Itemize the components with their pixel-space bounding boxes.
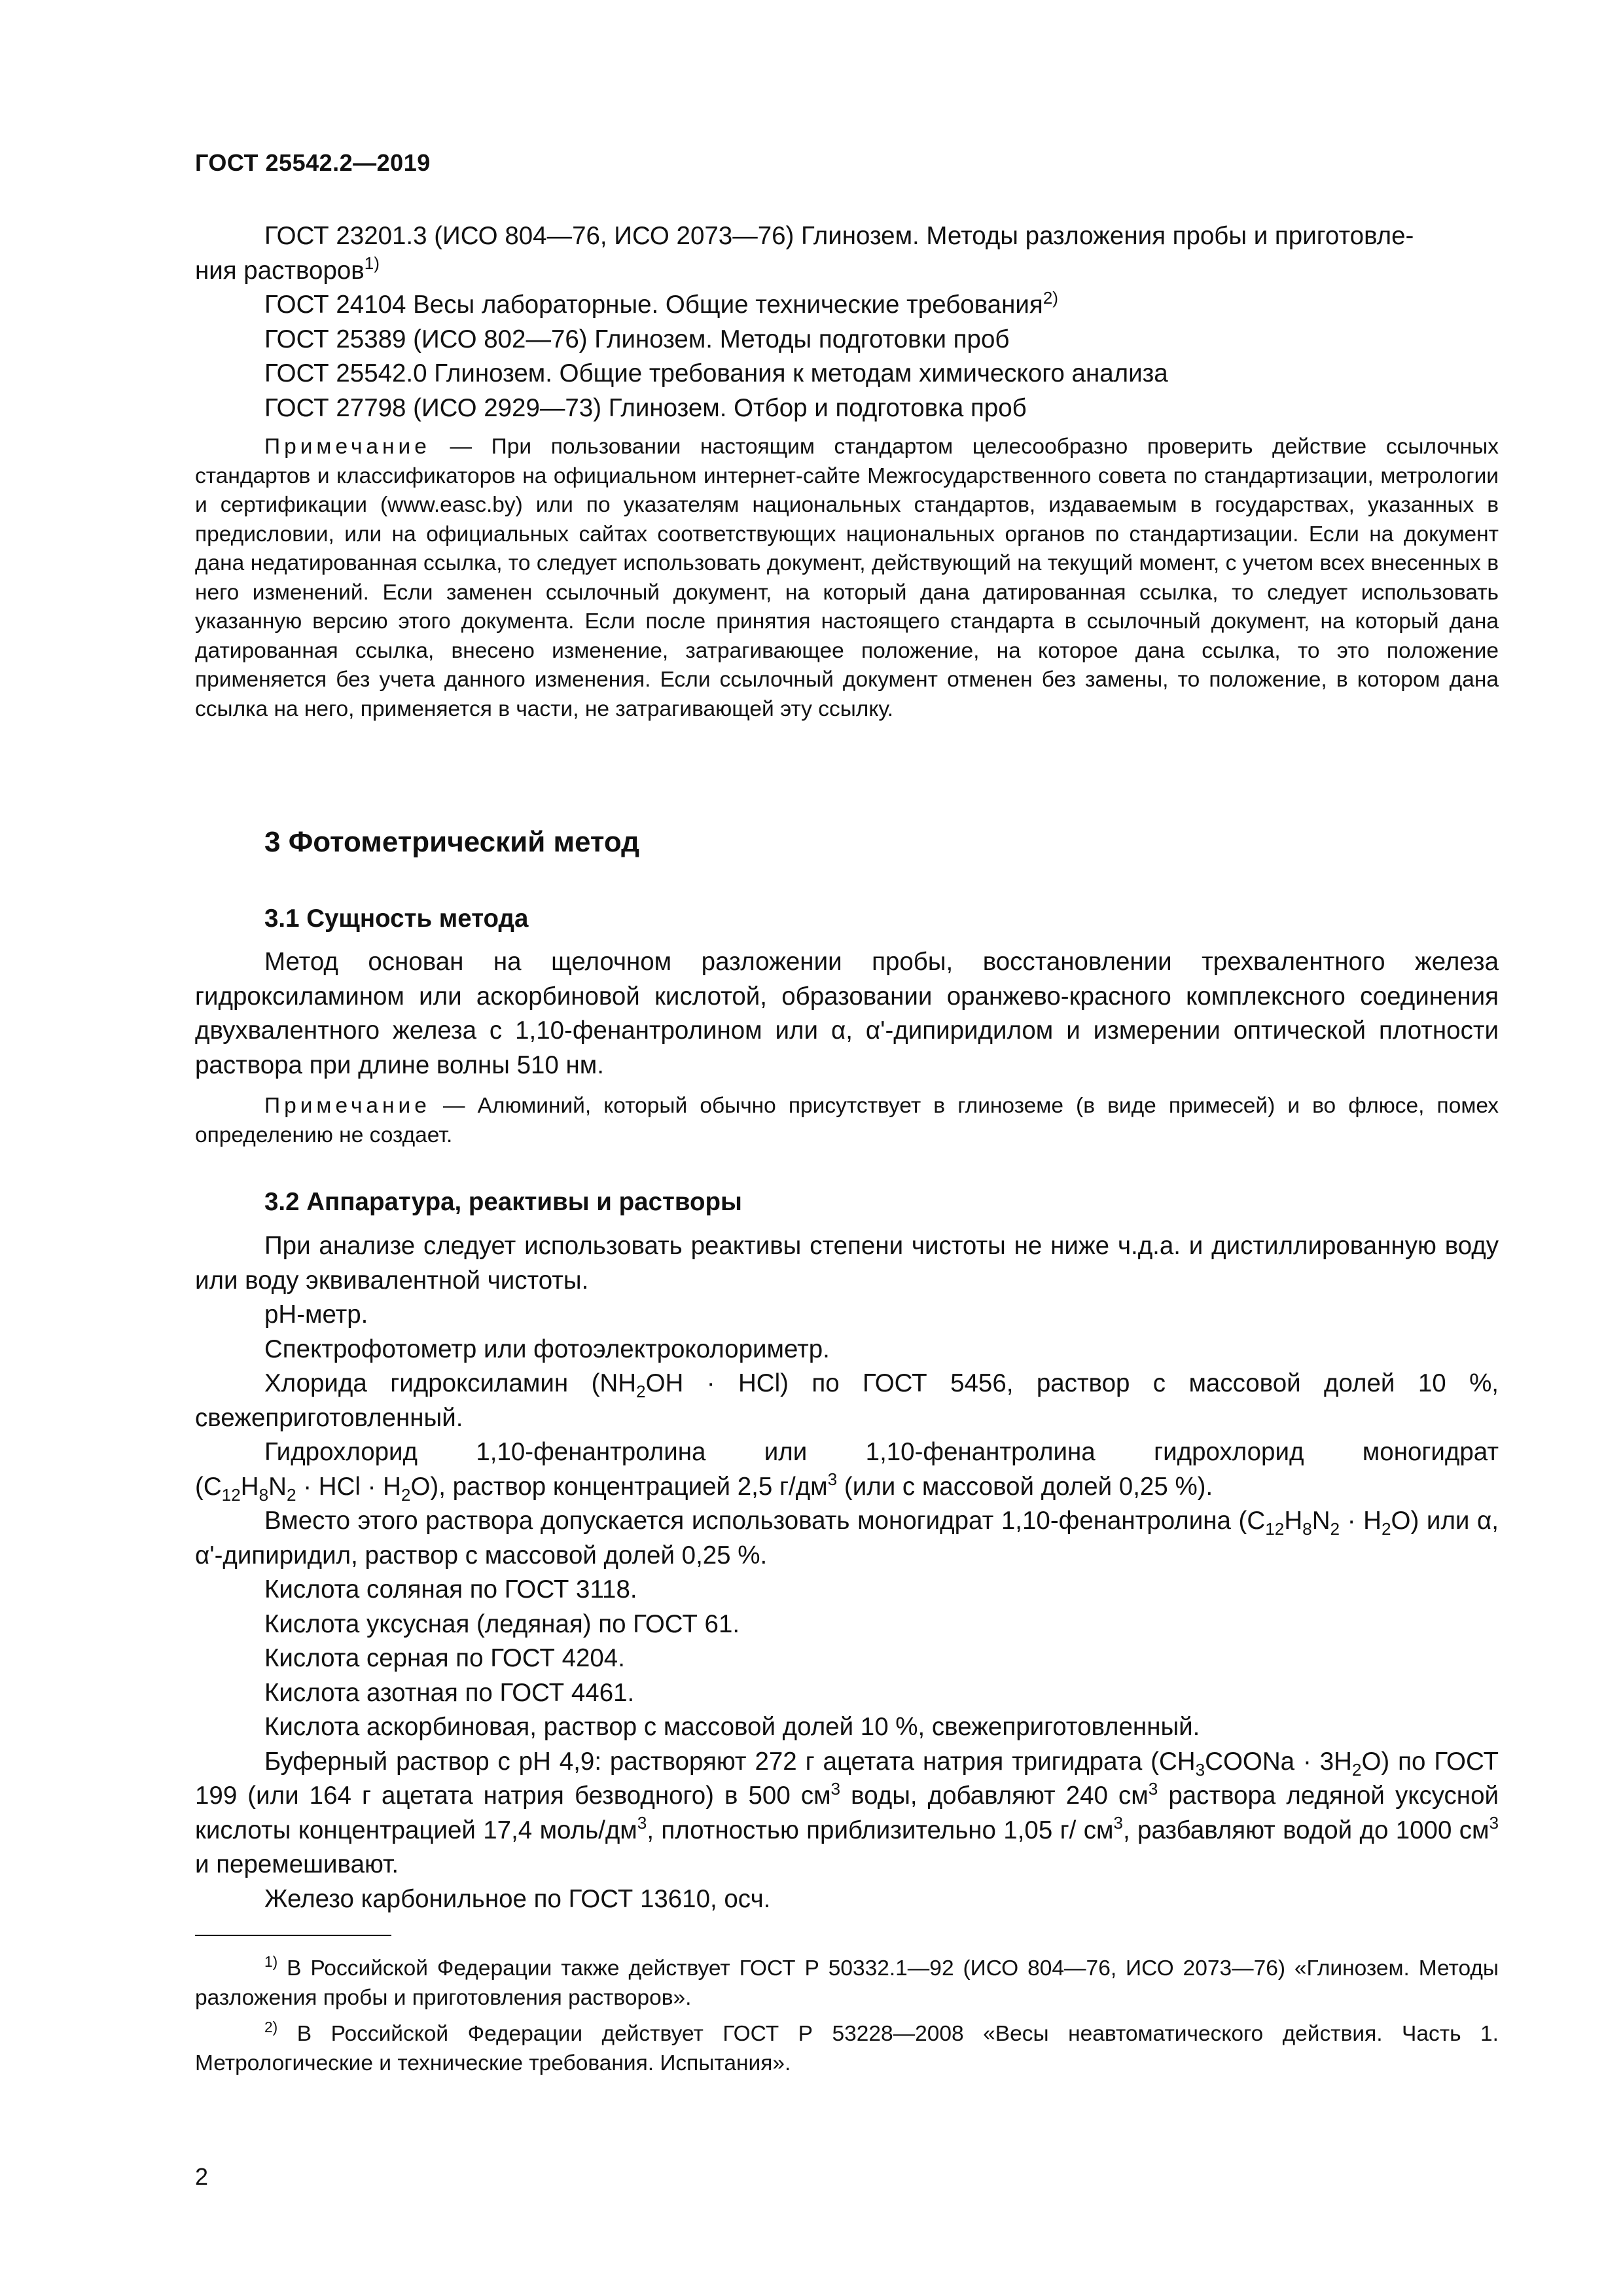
document-header-code: ГОСТ 25542.2—2019: [195, 149, 431, 176]
section-title: 3 Фотометрический метод: [264, 826, 640, 858]
paragraph: При анализе следует использовать реактивы степени чистоты не ниже ч.д.а. и дистиллированную воду или воду эквивалентной чистоты.: [195, 1232, 1499, 1295]
apparatus-list: [195, 1229, 1499, 1916]
page-number: 2: [195, 2163, 209, 2190]
note-text: — Алюминий, который обычно присутствует в глиноземе (в виде примесей) и во флюсе, помех определению не создает.: [195, 1094, 1499, 1147]
note-label: Примечание: [264, 435, 431, 459]
note-text: — При пользовании настоящим стандартом целесообразно проверить действие ссылочных стандартов и классификаторов на официальном интернет-сайте Межгосударственного совета по стандартизации, метрологии и сертификации (www.easc.by) или по указателям национальных стандартов, издаваемым в государствах, указанных в предисловии, или на официальных сайтах соответствующих национальных органов по стандартизации. Если на документ дана недатированная ссылка, то следует использовать документ, действующий на текущий момент, с учетом всех внесенных в него изменений. Если заменен ссылочный документ, на который дана датированная ссылка, то следует использовать указанную версию этого документа. Если после принятия настоящего стандарта в ссылочный документ, на который дана датированная ссылка, внесено изменение, затрагивающее положение, на которое дана ссылка, то это положение применяется без учета данного изменения. Если ссылочный документ отменен без замены, то положение, в котором дана ссылка на него, применяется в части, не затрагивающей эту ссылку.: [195, 435, 1499, 721]
subsection-title: 3.1 Сущность метода: [264, 905, 529, 933]
method-essence-paragraph: Метод основан на щелочном разложении пробы, восстановлении трехвалентного железа гидроксиламином или аскорбиновой кислотой, образовании оранжево-красного комплексного соединения двухвалентного железа с 1,10-фенантролином или α, α'-дипиридилом и измерении оптической плотности раствора при длине волны 510 нм.: [195, 948, 1499, 1079]
normative-references: [195, 219, 1499, 425]
paragraph: Хлорида гидроксиламин $(NH_2OH \cdot HCl)$ по ГОСТ 5456, раствор с массовой долей 10 %, свежеприготовленный.: [195, 1369, 1499, 1432]
reference-item: ГОСТ 25542.0 Глинозем. Общие требования к методам химического анализа: [264, 359, 1168, 387]
reference-item: ГОСТ 25389 (ИСО 802—76) Глинозем. Методы подготовки проб: [264, 325, 1010, 353]
reference-item: ГОСТ 24104 Весы лабораторные. Общие технические требования$^{2)}$: [264, 287, 1058, 319]
reference-item: ГОСТ 27798 (ИСО 2929—73) Глинозем. Отбор и подготовка проб: [264, 393, 1027, 422]
paragraph-continuation: ($C_{12}H_8N_2$ · HCl · $H_2O$), раствор концентрацией 2,5 $г/дм^3$ (или с массовой долей 0,25 %).: [195, 1469, 1213, 1505]
footnote-1: $^{1)}$ В Российской Федерации также действует ГОСТ Р 50332.1—92 (ИСО 804—76, ИСО 2073—76) «Глинозем. Методы разложения пробы и приготовления растворов».: [195, 1953, 1499, 2010]
footnote-mark: 2): [264, 2018, 278, 2036]
note-references: [195, 433, 1499, 724]
footnote-ref-2[interactable]: 2): [1043, 287, 1058, 308]
paragraph: Кислота азотная по ГОСТ 4461.: [264, 1678, 635, 1707]
subsection-title: 3.2 Аппаратура, реактивы и растворы: [264, 1188, 742, 1216]
paragraph: pH-метр.: [264, 1300, 368, 1329]
subsection-3-2: [195, 1188, 1499, 1217]
footnotes: [195, 1954, 1499, 2085]
paragraph: Спектрофотометр или фотоэлектроколориметр.: [264, 1335, 830, 1363]
note-aluminum: [195, 1092, 1499, 1150]
paragraph: Кислота аскорбиновая, раствор с массовой долей 10 %, свежеприготовленный.: [264, 1713, 1200, 1741]
paragraph: Кислота соляная по ГОСТ 3118.: [264, 1575, 637, 1604]
footnote-ref-1[interactable]: 1): [364, 253, 380, 274]
paragraph: Кислота серная по ГОСТ 4204.: [264, 1644, 625, 1672]
note-label: Примечание: [264, 1094, 431, 1118]
footnote-divider: [195, 1935, 391, 1936]
section-3: [195, 826, 1499, 859]
paragraph: Гидрохлорид 1,10-фенантролина или 1,10-фенантролина гидрохлорид моногидрат: [264, 1438, 1499, 1466]
footnote-mark: 1): [264, 1953, 278, 1971]
subsection-3-1: [195, 905, 1499, 933]
paragraph: Вместо этого раствора допускается использовать моногидрат 1,10-фенантролина $(C_{12}H_8N_2 \cdot H_2O)$ или α, α'-дипиридил, раствор с массовой долей 0,25 %.: [195, 1507, 1499, 1570]
paragraph: Буферный раствор с pH 4,9: растворяют 272 г ацетата натрия тригидрата $(CH_3COONa \cdot 3H_2O)$ по ГОСТ 199 (или 164 г ацетата натрия безводного) в 500 $см^3$ воды, добавляют 240 $см^3$ раствора ледяной уксусной кислоты концентрацией 17,4 моль/$дм^3$, плотностью приблизительно 1,05 г/ $см^3$, разбавляют водой до 1000 $см^3$ и перемешивают.: [195, 1747, 1499, 1878]
footnote-2: $^{2)}$ В Российской Федерации действует ГОСТ Р 53228—2008 «Весы неавтоматического действия. Часть 1. Метрологические и технические требования. Испытания».: [195, 2018, 1499, 2075]
reference-item: ГОСТ 23201.3 (ИСО 804—76, ИСО 2073—76) Глинозем. Методы разложения пробы и приготовле- ния растворов$^{1)}$: [195, 222, 1414, 285]
paragraph: Кислота уксусная (ледяная) по ГОСТ 61.: [264, 1609, 740, 1638]
paragraph: Железо карбонильное по ГОСТ 13610, осч.: [264, 1884, 771, 1913]
